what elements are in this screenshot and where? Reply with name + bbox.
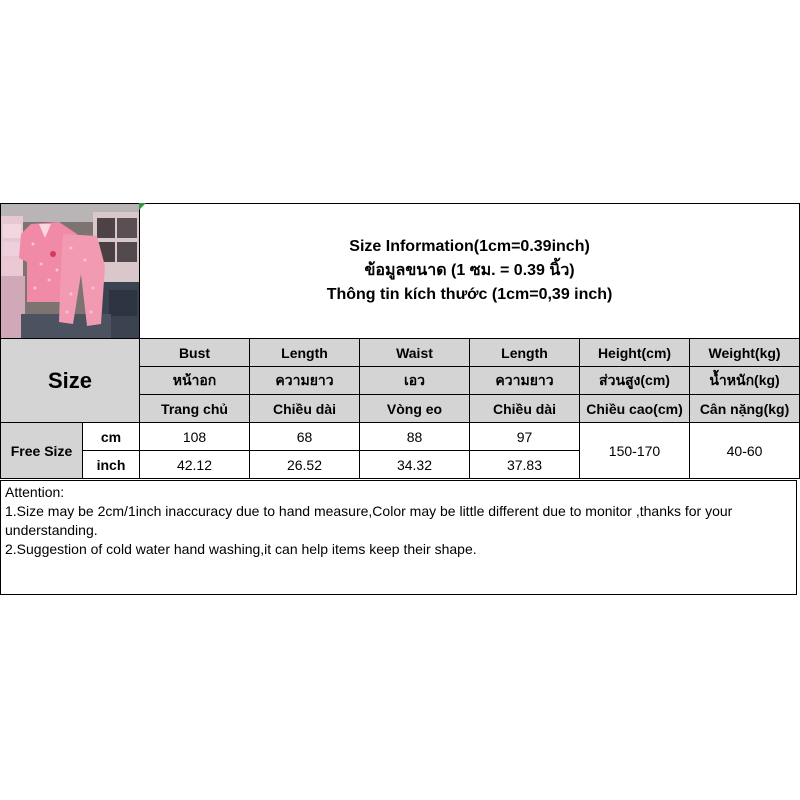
pants-length-cm-value: 97 — [470, 423, 580, 451]
pants-length-inch-value: 37.83 — [470, 451, 580, 479]
header-top-length-vi: Chiều dài — [250, 395, 360, 423]
header-weight-en: Weight(kg) — [690, 339, 800, 367]
header-height-en: Height(cm) — [580, 339, 690, 367]
header-weight-th: น้ำหนัก(kg) — [690, 367, 800, 395]
top-length-inch-value: 26.52 — [250, 451, 360, 479]
notes-line-2: 2.Suggestion of cold water hand washing,it can help items keep their shape. — [5, 541, 477, 557]
header-bust-vi: Trang chủ — [140, 395, 250, 423]
header-top-length-en: Length — [250, 339, 360, 367]
height-range-value: 150-170 — [580, 423, 690, 479]
corner-marker — [139, 203, 146, 210]
unit-cm-label: cm — [83, 423, 140, 451]
attention-notes — [0, 480, 797, 595]
title-vietnamese: Thông tin kích thước (1cm=0,39 inch) — [326, 286, 613, 303]
product-photo — [1, 204, 140, 338]
header-bust-en: Bust — [140, 339, 250, 367]
unit-inch-label: inch — [83, 451, 140, 479]
size-chart — [0, 203, 799, 596]
notes-heading: Attention: — [5, 484, 65, 500]
title-thai: ข้อมูลขนาด (1 ซม. = 0.39 นิ้ว) — [364, 262, 575, 279]
waist-inch-value: 34.32 — [360, 451, 470, 479]
header-height-vi: Chiều cao(cm) — [580, 395, 690, 423]
top-length-cm-value: 68 — [250, 423, 360, 451]
header-height-th: ส่วนสูง(cm) — [580, 367, 690, 395]
header-top-length-th: ความยาว — [250, 367, 360, 395]
bust-inch-value: 42.12 — [140, 451, 250, 479]
title-english: Size Information(1cm=0.39inch) — [349, 238, 590, 255]
size-info-title — [140, 204, 800, 339]
weight-range-value: 40-60 — [690, 423, 800, 479]
notes-line-1: 1.Size may be 2cm/1inch inaccuracy due to hand measure,Color may be little different due to monitor ,thanks for your understanding. — [5, 503, 733, 538]
size-header: Size — [1, 339, 140, 423]
product-photo-cell — [1, 204, 140, 339]
header-waist-vi: Vòng eo — [360, 395, 470, 423]
free-size-label: Free Size — [1, 423, 83, 479]
header-pants-length-en: Length — [470, 339, 580, 367]
header-pants-length-vi: Chiều dài — [470, 395, 580, 423]
size-table — [0, 203, 800, 479]
header-waist-th: เอว — [360, 367, 470, 395]
header-weight-vi: Cân nặng(kg) — [690, 395, 800, 423]
header-pants-length-th: ความยาว — [470, 367, 580, 395]
bust-cm-value: 108 — [140, 423, 250, 451]
header-bust-th: หน้าอก — [140, 367, 250, 395]
waist-cm-value: 88 — [360, 423, 470, 451]
header-waist-en: Waist — [360, 339, 470, 367]
